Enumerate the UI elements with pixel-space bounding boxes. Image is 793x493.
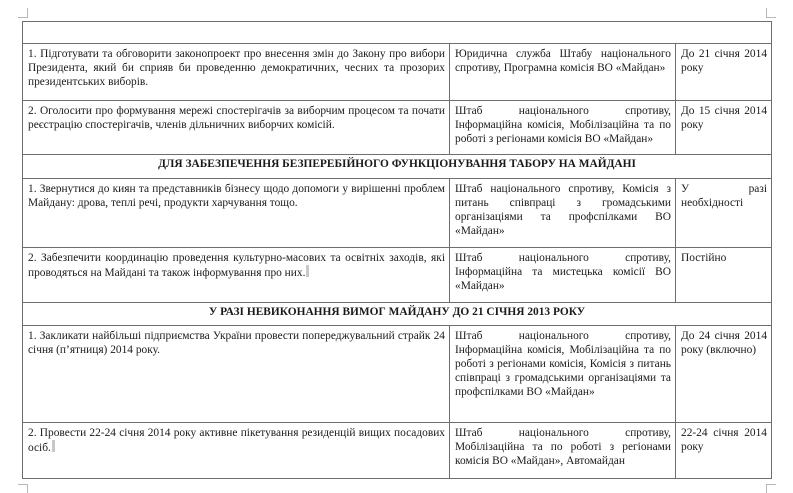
term-cell[interactable]: 22-24 січня 2014 року [676,423,772,479]
task-cell[interactable]: 2. Оголосити про формування мережі спостерігачів за виборчим процесом та почати реєстрацію спостерігачів, членів дільничних виборчих комісій. [23,101,450,155]
term-cell[interactable]: До 24 січня 2014 року (включно) [676,326,772,423]
table-row [23,44,772,101]
term-cell[interactable]: У разі необхідності [676,179,772,248]
term-cell[interactable]: До 15 січня 2014 року [676,101,772,155]
responsible-cell[interactable]: Штаб національного спротиву, Інформаційна комісія, Мобілізаційна та по роботі з регіонами комісія ВО «Майдан» [450,101,676,155]
table-row [23,326,772,423]
responsible-cell[interactable]: Штаб національного спротиву, Інформаційна комісія, Мобілізаційна та по роботі з регіонами комісія, Комісія з питань співпраці з громадськими організаціями та профспілками ВО «Майдан» [450,326,676,423]
crop-mark-top-left-h [18,17,28,18]
action-plan-table [22,21,772,479]
crop-mark-top-right-h [766,17,776,18]
table-row-blank [23,22,772,44]
text-cursor [52,440,55,452]
task-text: 2. Забезпечити координацію проведення культурно-масових та освітніх заходів, які проводяться на Майдані та також інформування про них. [28,252,445,279]
term-cell[interactable]: До 21 січня 2014 року [676,44,772,101]
table-row [23,248,772,303]
blank-cell[interactable] [23,22,772,44]
task-cell[interactable]: 1. Закликати найбільші підприємства України провести попереджувальний страйк 24 січня (п’ятниця) 2014 року. [23,326,450,423]
table-row [23,423,772,479]
table-row [23,179,772,248]
text-cursor [306,265,309,277]
task-text: 2. Провести 22-24 січня 2014 року активне пікетування резиденцій вищих посадових осіб. [28,427,445,454]
responsible-cell[interactable]: Штаб національного спротиву, Комісія з питань співпраці з громадськими організаціями та профспілками ВО «Майдан» [450,179,676,248]
task-cell[interactable] [23,248,450,303]
responsible-cell[interactable]: Штаб національного спротиву, Мобілізаційна та по роботі з регіонами комісія ВО «Майдан», Автомайдан [450,423,676,479]
crop-mark-bottom-right-h [766,484,776,485]
task-cell[interactable] [23,423,450,479]
crop-mark-bottom-left-h [18,484,28,485]
task-cell[interactable]: 1. Підготувати та обговорити законопроект про внесення змін до Закону про вибори Президента, який би сприяв би проведенню демократичних, чесних та прозорих президентських виборів. [23,44,450,101]
crop-mark-bottom-left-v [27,484,28,493]
responsible-cell[interactable]: Юридична служба Штабу національного спротиву, Програмна комісія ВО «Майдан» [450,44,676,101]
section-heading-row [23,303,772,326]
section-heading[interactable]: У РАЗІ НЕВИКОНАННЯ ВИМОГ МАЙДАНУ ДО 21 СІЧНЯ 2013 РОКУ [23,303,772,326]
crop-mark-bottom-right-v [766,484,767,493]
table-row [23,101,772,155]
responsible-cell[interactable]: Штаб національного спротиву, Інформаційна та мистецька комісії ВО «Майдан» [450,248,676,303]
section-heading[interactable]: ДЛЯ ЗАБЕЗПЕЧЕННЯ БЕЗПЕРЕБІЙНОГО ФУНКЦІОНУВАННЯ ТАБОРУ НА МАЙДАНІ [23,155,772,179]
task-cell[interactable]: 1. Звернутися до киян та представників бізнесу щодо допомоги у вирішенні проблем Майдану: дрова, теплі речі, продукти харчування тощо. [23,179,450,248]
section-heading-row [23,155,772,179]
term-cell[interactable]: Постійно [676,248,772,303]
